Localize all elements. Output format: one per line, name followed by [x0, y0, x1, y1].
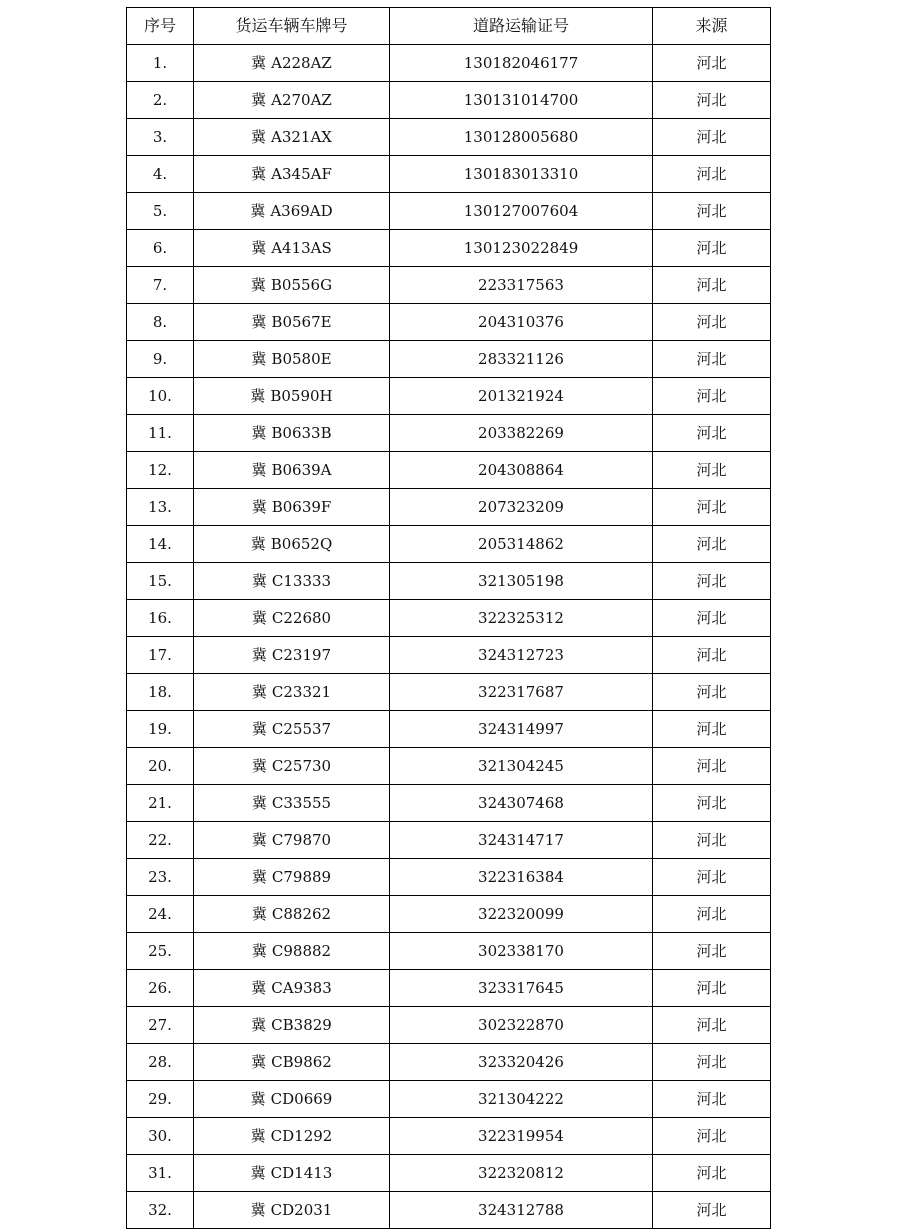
plate-number-cell [194, 82, 390, 119]
table-row [127, 563, 771, 600]
plate-province-prefix: 冀 [251, 497, 267, 516]
serial-number-cell: 19. [127, 711, 194, 748]
transport-permit-cell: 203382269 [390, 415, 653, 452]
plate-province-prefix: 冀 [251, 349, 267, 368]
transport-permit-cell: 322325312 [390, 600, 653, 637]
source-cell: 河北 [653, 859, 771, 896]
plate-number-text: CD1292 [270, 1126, 333, 1145]
table-row [127, 156, 771, 193]
source-cell: 河北 [653, 785, 771, 822]
table-row [127, 341, 771, 378]
plate-number-text: C88262 [271, 904, 332, 923]
plate-number-text: B0580E [271, 349, 332, 368]
table-row [127, 1155, 771, 1192]
transport-permit-cell: 321305198 [390, 563, 653, 600]
table-row [127, 415, 771, 452]
plate-number-cell [194, 267, 390, 304]
plate-number-text: A413AS [271, 238, 332, 257]
plate-province-prefix: 冀 [251, 978, 267, 997]
plate-number-text: B0652Q [270, 534, 333, 553]
transport-permit-cell: 324307468 [390, 785, 653, 822]
transport-permit-cell: 324312788 [390, 1192, 653, 1229]
source-cell: 河北 [653, 600, 771, 637]
serial-number-cell: 20. [127, 748, 194, 785]
table-row [127, 1192, 771, 1229]
serial-number-cell: 14. [127, 526, 194, 563]
table-row [127, 822, 771, 859]
plate-number-text: CB3829 [271, 1015, 332, 1034]
source-cell: 河北 [653, 1007, 771, 1044]
table-row [127, 785, 771, 822]
transport-permit-cell: 130183013310 [390, 156, 653, 193]
table-row [127, 489, 771, 526]
serial-number-cell: 4. [127, 156, 194, 193]
plate-province-prefix: 冀 [251, 645, 267, 664]
plate-number-text: C25730 [271, 756, 332, 775]
plate-number-text: C22680 [271, 608, 332, 627]
transport-permit-cell: 322320812 [390, 1155, 653, 1192]
plate-number-text: B0639A [271, 460, 332, 479]
plate-number-cell [194, 230, 390, 267]
plate-number-text: C23321 [271, 682, 332, 701]
transport-permit-cell: 324314997 [390, 711, 653, 748]
header-row [127, 8, 771, 45]
plate-number-text: CD0669 [270, 1089, 333, 1108]
plate-province-prefix: 冀 [251, 682, 267, 701]
plate-number-text: B0556G [270, 275, 333, 294]
plate-number-text: A345AF [271, 164, 332, 183]
table-body [127, 45, 771, 1229]
plate-number-cell [194, 415, 390, 452]
serial-number-cell: 1. [127, 45, 194, 82]
plate-number-text: B0633B [271, 423, 332, 442]
plate-number-cell [194, 785, 390, 822]
serial-number-cell: 24. [127, 896, 194, 933]
serial-number-cell: 27. [127, 1007, 194, 1044]
plate-province-prefix: 冀 [250, 534, 266, 553]
plate-number-cell [194, 1007, 390, 1044]
source-cell: 河北 [653, 1118, 771, 1155]
plate-province-prefix: 冀 [250, 1089, 266, 1108]
transport-permit-cell: 323320426 [390, 1044, 653, 1081]
source-cell: 河北 [653, 452, 771, 489]
source-cell: 河北 [653, 304, 771, 341]
source-cell: 河北 [653, 1155, 771, 1192]
table-row [127, 600, 771, 637]
plate-province-prefix: 冀 [251, 53, 267, 72]
transport-permit-cell: 130128005680 [390, 119, 653, 156]
plate-number-text: CD2031 [270, 1200, 333, 1219]
plate-number-cell [194, 711, 390, 748]
table-row [127, 1118, 771, 1155]
table-row [127, 82, 771, 119]
plate-province-prefix: 冀 [251, 1015, 267, 1034]
plate-number-cell [194, 896, 390, 933]
plate-number-cell [194, 1118, 390, 1155]
transport-permit-cell: 130131014700 [390, 82, 653, 119]
plate-number-text: C79870 [271, 830, 332, 849]
serial-number-cell: 30. [127, 1118, 194, 1155]
plate-number-text: C33555 [271, 793, 332, 812]
transport-permit-cell: 204308864 [390, 452, 653, 489]
transport-permit-cell: 201321924 [390, 378, 653, 415]
table-row [127, 452, 771, 489]
plate-number-cell [194, 933, 390, 970]
plate-province-prefix: 冀 [250, 1163, 266, 1182]
plate-number-cell [194, 822, 390, 859]
plate-number-text: A321AX [271, 127, 332, 146]
plate-province-prefix: 冀 [250, 1126, 266, 1145]
serial-number-cell: 29. [127, 1081, 194, 1118]
plate-number-text: CA9383 [271, 978, 332, 997]
source-cell: 河北 [653, 1192, 771, 1229]
plate-number-text: B0590H [270, 386, 333, 405]
source-cell: 河北 [653, 674, 771, 711]
plate-province-prefix: 冀 [251, 90, 267, 109]
transport-permit-cell: 207323209 [390, 489, 653, 526]
transport-permit-cell: 302322870 [390, 1007, 653, 1044]
source-cell: 河北 [653, 563, 771, 600]
serial-number-cell: 31. [127, 1155, 194, 1192]
header-source: 来源 [653, 8, 771, 45]
table-row [127, 119, 771, 156]
serial-number-cell: 28. [127, 1044, 194, 1081]
plate-number-cell [194, 526, 390, 563]
table-row [127, 711, 771, 748]
serial-number-cell: 22. [127, 822, 194, 859]
source-cell: 河北 [653, 1044, 771, 1081]
serial-number-cell: 11. [127, 415, 194, 452]
table-row [127, 896, 771, 933]
plate-number-text: C79889 [271, 867, 332, 886]
plate-number-cell [194, 600, 390, 637]
transport-permit-cell: 204310376 [390, 304, 653, 341]
plate-province-prefix: 冀 [251, 941, 267, 960]
plate-number-cell [194, 304, 390, 341]
source-cell: 河北 [653, 267, 771, 304]
serial-number-cell: 7. [127, 267, 194, 304]
transport-permit-cell: 321304245 [390, 748, 653, 785]
table-row [127, 45, 771, 82]
table-header [127, 8, 771, 45]
plate-province-prefix: 冀 [251, 756, 267, 775]
plate-province-prefix: 冀 [251, 608, 267, 627]
plate-number-cell [194, 1155, 390, 1192]
plate-number-cell [194, 341, 390, 378]
plate-province-prefix: 冀 [251, 830, 267, 849]
plate-number-cell [194, 119, 390, 156]
source-cell: 河北 [653, 341, 771, 378]
transport-permit-cell: 322316384 [390, 859, 653, 896]
source-cell: 河北 [653, 230, 771, 267]
plate-number-text: B0639F [271, 497, 332, 516]
plate-province-prefix: 冀 [250, 275, 266, 294]
plate-number-cell [194, 489, 390, 526]
table-row [127, 859, 771, 896]
transport-permit-cell: 323317645 [390, 970, 653, 1007]
table-row [127, 267, 771, 304]
plate-number-cell [194, 674, 390, 711]
header-serial-number: 序号 [127, 8, 194, 45]
plate-province-prefix: 冀 [251, 571, 267, 590]
source-cell: 河北 [653, 970, 771, 1007]
transport-permit-cell: 322319954 [390, 1118, 653, 1155]
table-row [127, 526, 771, 563]
serial-number-cell: 9. [127, 341, 194, 378]
serial-number-cell: 23. [127, 859, 194, 896]
source-cell: 河北 [653, 526, 771, 563]
table-row [127, 1007, 771, 1044]
plate-number-cell [194, 563, 390, 600]
table-row [127, 304, 771, 341]
plate-province-prefix: 冀 [250, 201, 266, 220]
source-cell: 河北 [653, 378, 771, 415]
source-cell: 河北 [653, 415, 771, 452]
plate-number-cell [194, 156, 390, 193]
serial-number-cell: 8. [127, 304, 194, 341]
transport-permit-cell: 324312723 [390, 637, 653, 674]
source-cell: 河北 [653, 193, 771, 230]
transport-permit-cell: 322320099 [390, 896, 653, 933]
transport-permit-cell: 324314717 [390, 822, 653, 859]
table-row [127, 230, 771, 267]
serial-number-cell: 5. [127, 193, 194, 230]
serial-number-cell: 12. [127, 452, 194, 489]
source-cell: 河北 [653, 1081, 771, 1118]
transport-permit-cell: 130123022849 [390, 230, 653, 267]
plate-number-text: C13333 [271, 571, 332, 590]
plate-number-text: A369AD [270, 201, 333, 220]
source-cell: 河北 [653, 82, 771, 119]
table-row [127, 748, 771, 785]
plate-number-cell [194, 1192, 390, 1229]
source-cell: 河北 [653, 933, 771, 970]
plate-number-text: C98882 [271, 941, 332, 960]
table-row [127, 193, 771, 230]
source-cell: 河北 [653, 637, 771, 674]
plate-number-cell [194, 970, 390, 1007]
plate-number-cell [194, 748, 390, 785]
plate-number-cell [194, 1044, 390, 1081]
plate-number-cell [194, 637, 390, 674]
source-cell: 河北 [653, 896, 771, 933]
plate-province-prefix: 冀 [251, 1052, 267, 1071]
plate-number-text: B0567E [271, 312, 332, 331]
plate-number-cell [194, 859, 390, 896]
plate-number-text: C23197 [271, 645, 332, 664]
plate-number-text: CD1413 [270, 1163, 333, 1182]
source-cell: 河北 [653, 119, 771, 156]
plate-province-prefix: 冀 [251, 423, 267, 442]
plate-province-prefix: 冀 [251, 238, 267, 257]
serial-number-cell: 26. [127, 970, 194, 1007]
plate-province-prefix: 冀 [251, 867, 267, 886]
transport-permit-cell: 223317563 [390, 267, 653, 304]
plate-number-cell [194, 452, 390, 489]
source-cell: 河北 [653, 45, 771, 82]
serial-number-cell: 10. [127, 378, 194, 415]
transport-permit-cell: 130182046177 [390, 45, 653, 82]
table-row [127, 378, 771, 415]
header-transport-permit: 道路运输证号 [390, 8, 653, 45]
plate-province-prefix: 冀 [251, 164, 267, 183]
serial-number-cell: 6. [127, 230, 194, 267]
table-row [127, 674, 771, 711]
serial-number-cell: 2. [127, 82, 194, 119]
serial-number-cell: 25. [127, 933, 194, 970]
serial-number-cell: 13. [127, 489, 194, 526]
plate-province-prefix: 冀 [251, 127, 267, 146]
serial-number-cell: 15. [127, 563, 194, 600]
source-cell: 河北 [653, 822, 771, 859]
plate-number-cell [194, 45, 390, 82]
serial-number-cell: 16. [127, 600, 194, 637]
plate-number-text: A228AZ [271, 53, 332, 72]
vehicle-register-table [126, 7, 771, 1229]
plate-number-cell [194, 378, 390, 415]
plate-number-cell [194, 193, 390, 230]
source-cell: 河北 [653, 489, 771, 526]
plate-province-prefix: 冀 [250, 386, 266, 405]
table-row [127, 933, 771, 970]
plate-number-text: CB9862 [271, 1052, 332, 1071]
plate-number-cell [194, 1081, 390, 1118]
serial-number-cell: 3. [127, 119, 194, 156]
plate-province-prefix: 冀 [251, 312, 267, 331]
plate-province-prefix: 冀 [251, 904, 267, 923]
plate-province-prefix: 冀 [251, 719, 267, 738]
transport-permit-cell: 322317687 [390, 674, 653, 711]
source-cell: 河北 [653, 156, 771, 193]
plate-province-prefix: 冀 [251, 460, 267, 479]
header-plate-number: 货运车辆车牌号 [194, 8, 390, 45]
table-row [127, 970, 771, 1007]
transport-permit-cell: 302338170 [390, 933, 653, 970]
serial-number-cell: 21. [127, 785, 194, 822]
source-cell: 河北 [653, 711, 771, 748]
plate-number-text: A270AZ [271, 90, 332, 109]
transport-permit-cell: 283321126 [390, 341, 653, 378]
table-row [127, 1081, 771, 1118]
serial-number-cell: 18. [127, 674, 194, 711]
plate-number-text: C25537 [271, 719, 332, 738]
plate-province-prefix: 冀 [250, 1200, 266, 1219]
transport-permit-cell: 130127007604 [390, 193, 653, 230]
table-row [127, 1044, 771, 1081]
plate-province-prefix: 冀 [251, 793, 267, 812]
serial-number-cell: 17. [127, 637, 194, 674]
transport-permit-cell: 205314862 [390, 526, 653, 563]
table-row [127, 637, 771, 674]
serial-number-cell: 32. [127, 1192, 194, 1229]
transport-permit-cell: 321304222 [390, 1081, 653, 1118]
source-cell: 河北 [653, 748, 771, 785]
